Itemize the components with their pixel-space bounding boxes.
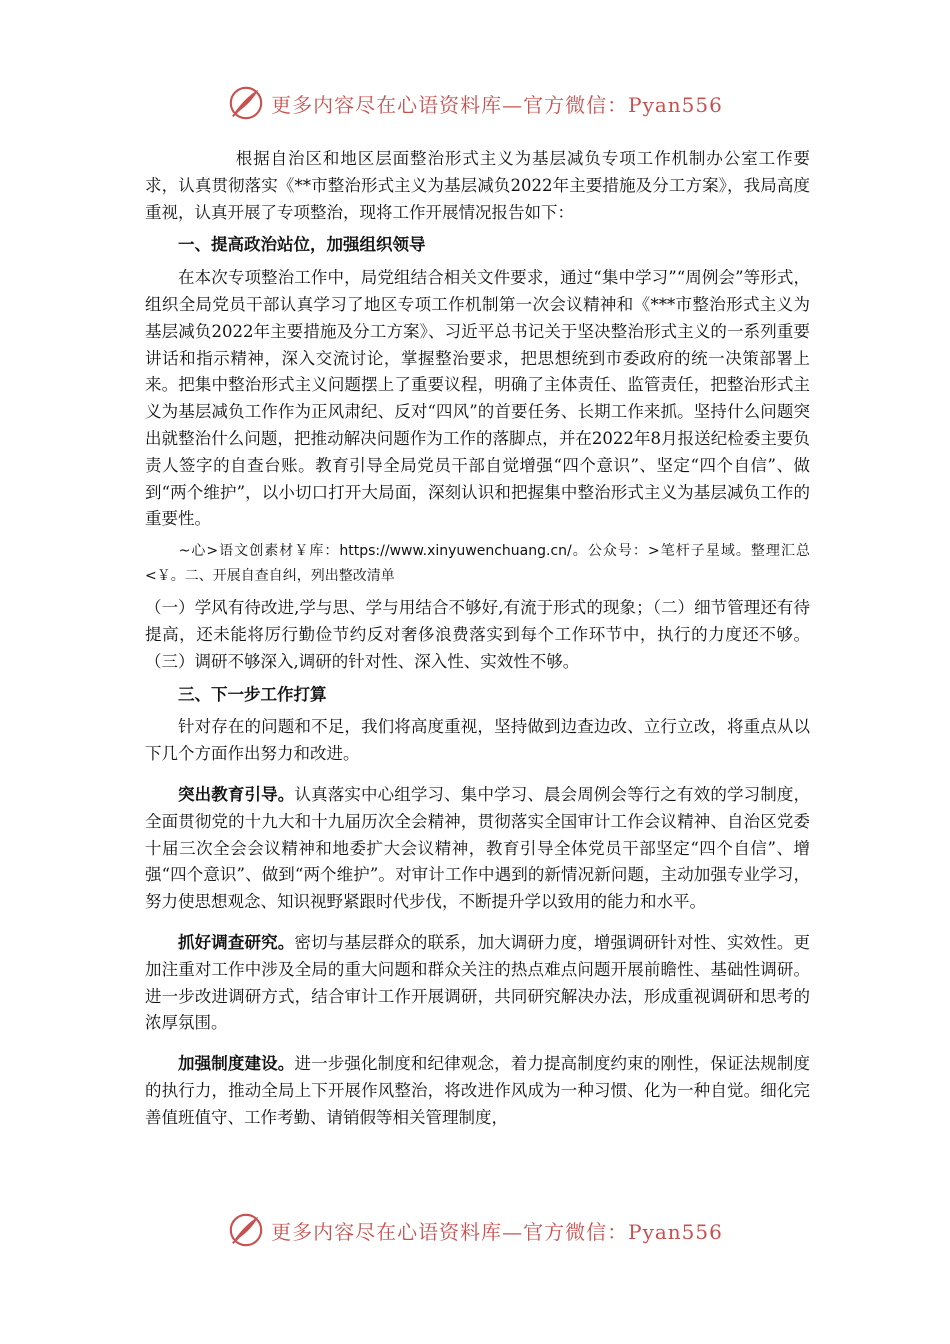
quill-pen-logo-icon xyxy=(227,1211,265,1249)
section-3-heading: 三、下一步工作打算 xyxy=(178,684,327,704)
item-text: 进一步强化制度和纪律观念，着力提高制度约束的刚性，保证法规制度的执行力，推动全局上下开展作风整治，将改进作风成为一种习惯、化为一种自觉。细化完善值班值守、工作考勤、请销假等相关管理制度， xyxy=(145,1054,811,1127)
item-education-guidance xyxy=(145,782,810,916)
item-system-building xyxy=(145,1051,810,1131)
document-body xyxy=(145,146,810,1138)
intro-paragraph: 根据自治区和地区层面整治形式主义为基层减负专项工作机制办公室工作要求，认真贯彻落实《**市整治形式主义为基层减负2022年主要措施及分工方案》，我局高度重视，认真开展了专项整治，现将工作开展情况报告如下： xyxy=(145,149,810,222)
header-watermark-banner xyxy=(0,78,950,128)
section-1-paragraph: 在本次专项整治工作中，局党组结合相关文件要求，通过“集中学习”“周例会”等形式，组织全局党员干部认真学习了地区专项工作机制第一次会议精神和《***市整治形式主义为基层减负2022年主要措施及分工方案》、习近平总书记关于坚决整治形式主义的一系列重要讲话和指示精神，深入交流讨论，掌握整治要求，把思想统到市委政府的统一决策部署上来。把集中整治形式主义问题摆上了重要议程，明确了主体责任、监管责任，把整治形式主义为基层减负工作作为正风肃纪、反对“四风”的首要任务、长期工作来抓。坚持什么问题突出就整治什么问题，把推动解决问题作为工作的落脚点，并在2022年8月报送纪检委主要负责人签字的自查台账。教育引导全局党员干部自觉增强“四个意识”、坚定“四个自信”、做到“两个维护”，以小切口打开大局面，深刻认识和把握集中整治形式主义为基层减负工作的重要性。 xyxy=(145,268,810,529)
section-1-heading: 一、提高政治站位，加强组织领导 xyxy=(178,235,426,255)
item-lead: 突出教育引导。 xyxy=(178,784,295,804)
item-text: 密切与基层群众的联系，加大调研力度，增强调研针对性、实效性。更加注重对工作中涉及全局的重大问题和群众关注的热点难点问题开展前瞻性、基础性调研。进一步改进调研方式，结合审计工作开展调研，共同研究解决办法，形成重视调研和思考的浓厚氛围。 xyxy=(145,932,811,1033)
item-research xyxy=(145,930,810,1037)
item-lead: 加强制度建设。 xyxy=(178,1054,295,1074)
banner-text: 更多内容尽在心语资料库—官方微信：Pyan556 xyxy=(271,1219,723,1244)
item-text: 认真落实中心组学习、集中学习、晨会周例会等行之有效的学习制度，全面贯彻党的十九大和十九届历次全会精神，贯彻落实全国审计工作会议精神、自治区党委十届三次全会会议精神和地委扩大会议精神，教育引导全体党员干部坚定“四个自信”、增强“四个意识”、做到“两个维护”。对审计工作中遇到的新情况新问题，主动加强专业学习，努力使思想观念、知识视野紧跟时代步伐，不断提升学以致用的能力和水平。 xyxy=(145,784,811,912)
section-3-intro: 针对存在的问题和不足，我们将高度重视，坚持做到边查边改、立行立改，将重点从以下几个方面作出努力和改进。 xyxy=(145,717,810,764)
item-lead: 抓好调查研究。 xyxy=(178,932,295,952)
section-2-paragraph: （一）学风有待改进,学与思、学与用结合不够好,有流于形式的现象；（二）细节管理还有待提高，还未能将厉行勤俭节约反对奢侈浪费落实到每个工作环节中，执行的力度还不够。（三）调研不够深入,调研的针对性、深入性、实效性不够。 xyxy=(145,598,810,671)
banner-text: 更多内容尽在心语资料库—官方微信：Pyan556 xyxy=(271,92,723,117)
quill-pen-logo-icon xyxy=(227,84,265,122)
source-note-and-section-2-heading: ~心>语文创素材￥库：https://www.xinyuwenchuang.cn/。公众号：>笔杆子星域。整理汇总<￥。二、开展自查自纠，列出整改清单 xyxy=(145,543,810,585)
footer-watermark-banner xyxy=(0,1205,950,1255)
